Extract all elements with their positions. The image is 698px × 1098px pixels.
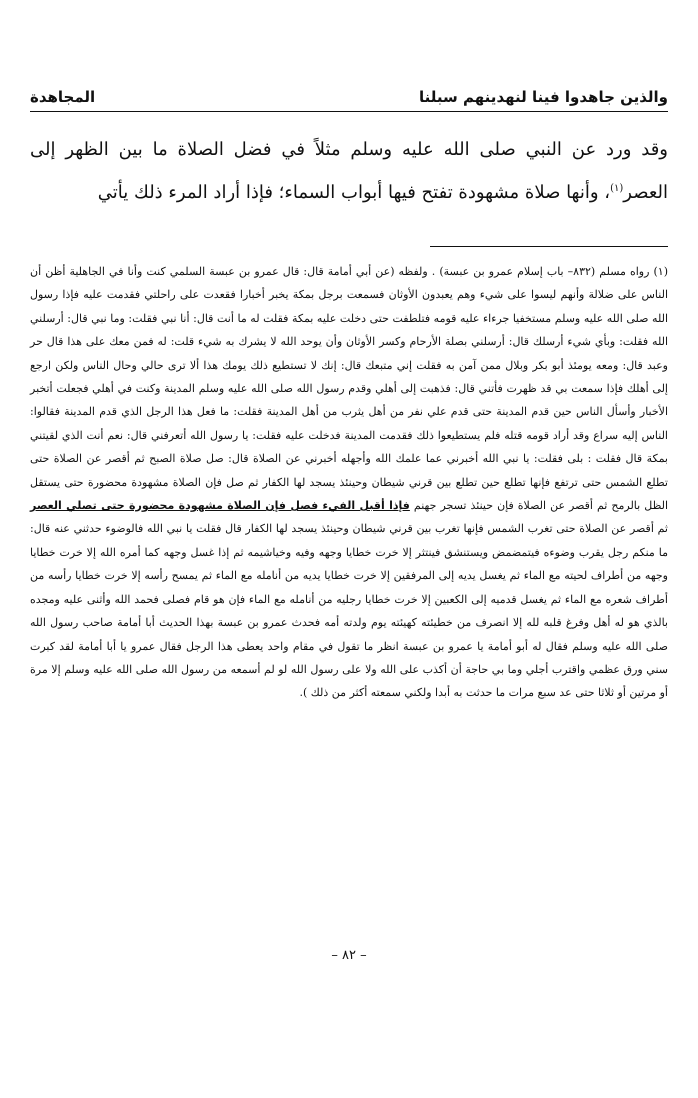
footnote-separator	[430, 246, 668, 247]
footnote-highlight: فإذا أقبل الفيء فصل فإن الصلاة مشهودة محضورة حتى تصلي العصر	[30, 499, 410, 513]
footnote	[30, 260, 668, 705]
book-title: والذين جاهدوا فينا لنهدينهم سبلنا	[419, 88, 668, 106]
footnote-reference: (١)	[610, 183, 624, 194]
header-rule	[30, 111, 668, 112]
paragraph-text-start: وقد ورد عن النبي صلى الله عليه وسلم مثلاً في فضل الصلاة ما بين الظهر إلى العصر	[30, 139, 668, 203]
footnote-text-part1: (١) رواه مسلم (٨٣٢– باب إسلام عمرو بن عبسة) . ولفظه (عن أبي أمامة قال: قال عمرو بن عبسة السلمي كنت وأنا في الجاهلية أظن أن الناس على ضلالة وأنهم ليسوا على شيء وهم يعبدون الأوثان فسمعت برجل بمكة يخبر أخبارا فقعدت على راحلتي فقدمت عليه فإذا رسول الله صلى الله عليه وسلم مستخفيا جرءاء عليه قومه فتلطفت حتى دخلت عليه بمكة فقلت له ما أنت قال: أنا نبي فقلت: وما نبي قال: أرسلني الله فقلت: وبأي شيء أرسلك قال: أرسلني بصلة الأرحام وكسر الأوثان وأن يوحد الله لا يشرك به شيء قلت: له فمن معك على هذا قال حر وعبد قال: ومعه يومئذ أبو بكر وبلال ممن آمن به فقلت إني متبعك قال: إنك لا تستطيع ذلك يومك هذا ألا ترى حالي وحال الناس ولكن ارجع إلى أهلك فإذا سمعت بي قد ظهرت فأتني قال: فذهبت إلى أهلي وقدم رسول الله صلى الله عليه وسلم المدينة وكنت في أهلي فجعلت أتخبر الأخبار وأسأل الناس حين قدم المدينة حتى قدم علي نفر من أهل يثرب من أهل المدينة فقلت: ما فعل هذا الرجل الذي قدم المدينة فقالوا: الناس إليه سراع وقد أراد قومه قتله فلم يستطيعوا ذلك فقدمت المدينة فدخلت عليه فقلت: يا رسول الله أتعرفني قال: نعم أنت الذي لقيتني بمكة قال فقلت : بلى فقلت: يا نبي الله أخبرني عما علمك الله وأجهله أخبرني عن الصلاة قال: صل صلاة الصبح ثم أقصر عن الصلاة حتى تطلع الشمس حتى ترتفع فإنها تطلع حين تطلع بين قرني شيطان وحينئذ يسجد لها الكفار ثم صل فإن الصلاة مشهودة محضورة حتى يستقل الظل بالرمح ثم أقصر عن الصلاة فإن حينئذ تسجر جهنم	[30, 265, 669, 513]
running-header	[30, 84, 668, 110]
chapter-title: المجاهدة	[30, 88, 96, 106]
page-number: – ٨٢ –	[331, 948, 367, 963]
paragraph-text-end: ، وأنها صلاة مشهودة تفتح فيها أبواب السماء؛ فإذا أراد المرء ذلك يأتي	[97, 182, 611, 203]
main-paragraph	[30, 128, 668, 214]
footnote-text-part2: ثم أقصر عن الصلاة حتى تغرب الشمس فإنها تغرب بين قرني شيطان وحينئذ يسجد لها الكفار قال فقلت يا نبي الله فالوضوء حدثني عنه قال: ما منكم رجل يقرب وضوءه فيتمضمض ويستنشق فينتثر إلا خرت خطايا وجهه وفيه وخياشيمه ثم إذا غسل وجهه كما أمره الله إلا خرت خطايا وجهه من أطراف لحيته مع الماء ثم يغسل يديه إلى المرفقين إلا خرت خطايا يديه من أنامله مع الماء ثم يمسح رأسه إلا خرت خطايا رأسه من أطراف شعره مع الماء ثم يغسل قدميه إلى الكعبين إلا خرت خطايا رجليه من أنامله مع الماء فإن هو قام فصلى فحمد الله وأثنى عليه ومجده بالذي هو له أهل وفرغ قلبه لله إلا انصرف من خطيئته كهيئته يوم ولدته أمه فحدث عمرو بن عبسة بهذا الحديث أبا أمامة صاحب رسول الله صلى الله عليه وسلم فقال له أبو أمامة يا عمرو بن عبسة انظر ما تقول في مقام واحد يعطى هذا الرجل فقال عمرو يا أبا أمامة لقد كبرت سني ورق عظمي واقترب أجلي وما بي حاجة أن أكذب على الله ولا على رسول الله لو لم أسمعه من رسول الله صلى الله عليه وسلم إلا مرة أو مرتين أو ثلاثا حتى عد سبع مرات ما حدثت به أبدا ولكني سمعته أكثر من ذلك ).	[30, 522, 668, 700]
